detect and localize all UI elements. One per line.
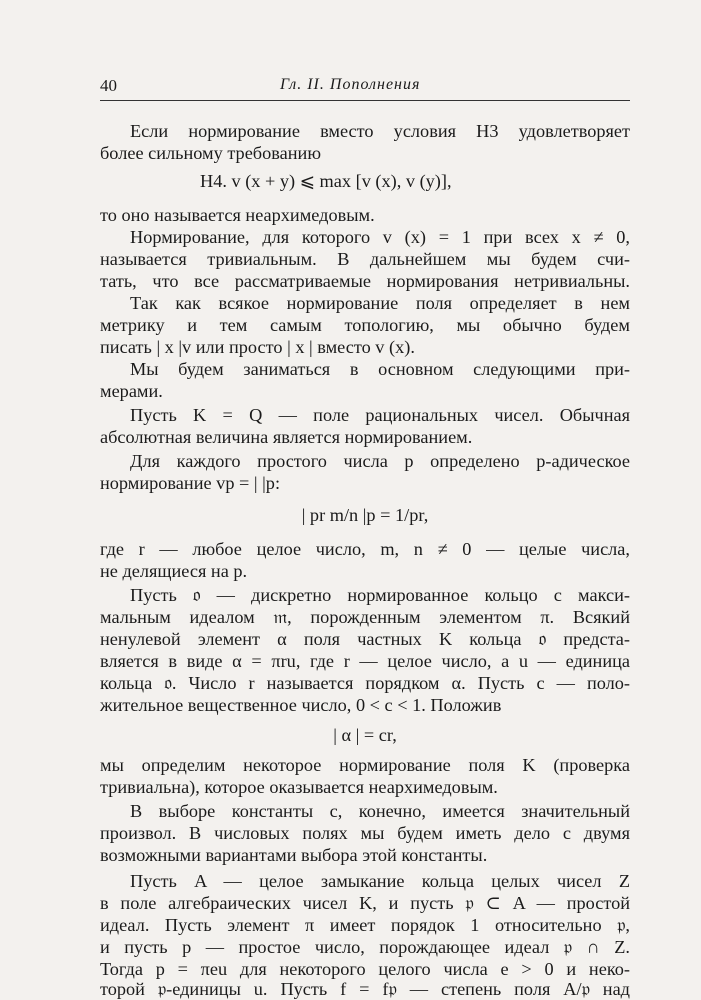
text-line: в поле алгебраических чисел K, и пусть 𝔭 ⊂ A — простой	[100, 893, 630, 913]
formula-h4: Н4. v (x + y) ⩽ max [v (x), v (y)],	[200, 171, 452, 191]
text-line: произвол. В числовых полях мы будем иметь дело с двумя	[100, 823, 630, 843]
text-line: то оно называется неархимедовым.	[100, 205, 375, 225]
text-line: Пусть K = Q — поле рациональных чисел. Обычная	[130, 405, 630, 425]
text-line: более сильному требованию	[100, 143, 321, 163]
text-line: Пусть A — целое замыкание кольца целых чисел Z	[130, 871, 630, 891]
formula-p-adic: | pr m/n |p = 1/pr,	[301, 505, 429, 525]
text-line: Нормирование, для которого v (x) = 1 при всех x ≠ 0,	[130, 227, 630, 247]
page-number: 40	[100, 76, 117, 95]
text-line: Если нормирование вместо условия Н3 удовлетворяет	[130, 121, 630, 141]
text-line: мерами.	[100, 381, 163, 401]
text-line: торой 𝔭-единицы u. Пусть f = f𝔭 — степень поля A/𝔭 над	[100, 979, 630, 999]
text-line: В выборе константы c, конечно, имеется значительный	[130, 801, 630, 821]
formula-abs-alpha: | α | = cr,	[333, 725, 397, 745]
text-line: не делящиеся на p.	[100, 561, 248, 581]
text-line: ненулевой элемент α поля частных K кольца 𝔬 предста-	[100, 629, 630, 649]
text-line: мальным идеалом 𝔪, порожденным элементом π. Всякий	[100, 607, 630, 627]
text-line: тривиальна), которое оказывается неархимедовым.	[100, 777, 498, 797]
text-line: кольца 𝔬. Число r называется порядком α. Пусть c — поло-	[100, 673, 630, 693]
page-header	[100, 76, 630, 101]
text-line: где r — любое целое число, m, n ≠ 0 — целые числа,	[100, 539, 630, 559]
text-line: метрику и тем самым топологию, мы обычно будем	[100, 315, 630, 335]
text-line: абсолютная величина является нормированием.	[100, 427, 473, 447]
text-line: возможными вариантами выбора этой константы.	[100, 845, 488, 865]
text-line: называется тривиальным. В дальнейшем мы будем счи-	[100, 249, 630, 269]
text-line: Мы будем заниматься в основном следующими при-	[130, 359, 630, 379]
text-line: Так как всякое нормирование поля определяет в нем	[130, 293, 630, 313]
text-line: жительное вещественное число, 0 < c < 1. Положив	[100, 695, 502, 715]
text-line: и пусть p — простое число, порождающее идеал 𝔭 ∩ Z.	[100, 937, 630, 957]
text-line: Пусть 𝔬 — дискретно нормированное кольцо с макси-	[130, 585, 630, 605]
text-line: вляется в виде α = πru, где r — целое число, а u — единица	[100, 651, 630, 671]
text-line: Для каждого простого числа p определено p-адическое	[130, 451, 630, 471]
running-title: Гл. II. Пополнения	[280, 76, 421, 93]
text-line: идеал. Пусть элемент π имеет порядок 1 относительно 𝔭,	[100, 915, 630, 935]
text-line: мы определим некоторое нормирование поля K (проверка	[100, 755, 630, 775]
text-line: тать, что все рассматриваемые нормирования нетривиальны.	[100, 271, 630, 291]
text-line: Тогда p = πeu для некоторого целого числа e > 0 и неко-	[100, 959, 630, 979]
text-line: нормирование vp = | |p:	[100, 473, 281, 493]
text-line: писать | x |v или просто | x | вместо v (x).	[100, 337, 415, 357]
